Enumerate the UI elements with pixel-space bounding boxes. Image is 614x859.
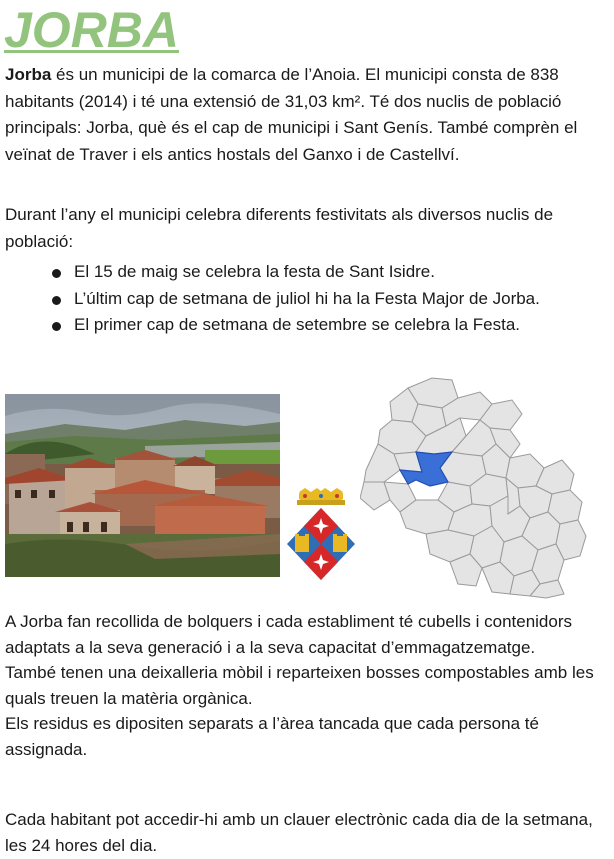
access-paragraph: Cada habitant pot accedir-hi amb un clauer electrònic cada dia de la setmana, les 24 hores del dia. [5, 810, 593, 855]
intro-text: és un municipi de la comarca de l’Anoia. El municipi consta de 838 habitants (2014) i té una extensió de 31,03 km². Té dos nuclis de població principals: Jorba, què és el cap de municipi i Sant Genís. També comprèn el veïnat de Traver i els antics hostals del Ganxo i de Castellví. [5, 65, 578, 164]
coat-of-arms-icon [283, 488, 359, 580]
list-item: El 15 de maig se celebra la festa de Sant Isidre. [30, 259, 605, 286]
intro-paragraph [5, 62, 610, 168]
bullet-icon [52, 296, 61, 305]
festivals-list [30, 259, 605, 339]
village-photo [5, 394, 280, 577]
bullet-icon [52, 269, 61, 278]
bullet-icon [52, 322, 61, 331]
festivals-intro: Durant l’any el municipi celebra diferents festivitats als diversos nuclis de població: [5, 205, 554, 251]
page-title: JORBA [4, 2, 180, 58]
list-item: L’últim cap de setmana de juliol hi ha la Festa Major de Jorba. [30, 286, 605, 313]
waste-line-3: Els residus es dipositen separats a l’àrea tancada que cada persona té assignada. [5, 714, 539, 759]
waste-line-2: També tenen una deixalleria mòbil i reparteixen bosses compostables amb les quals treuen la matèria orgànica. [5, 663, 594, 708]
list-item: El primer cap de setmana de setembre se celebra la Festa. [30, 312, 605, 339]
waste-paragraph [5, 609, 610, 762]
waste-line-1: A Jorba fan recollida de bolquers i cada establiment té cubells i contenidors adaptats a la seva generació i a la seva capacitat d’emmagatzematge. [5, 612, 573, 657]
intro-name: Jorba [5, 65, 52, 84]
comarca-map [360, 374, 590, 599]
